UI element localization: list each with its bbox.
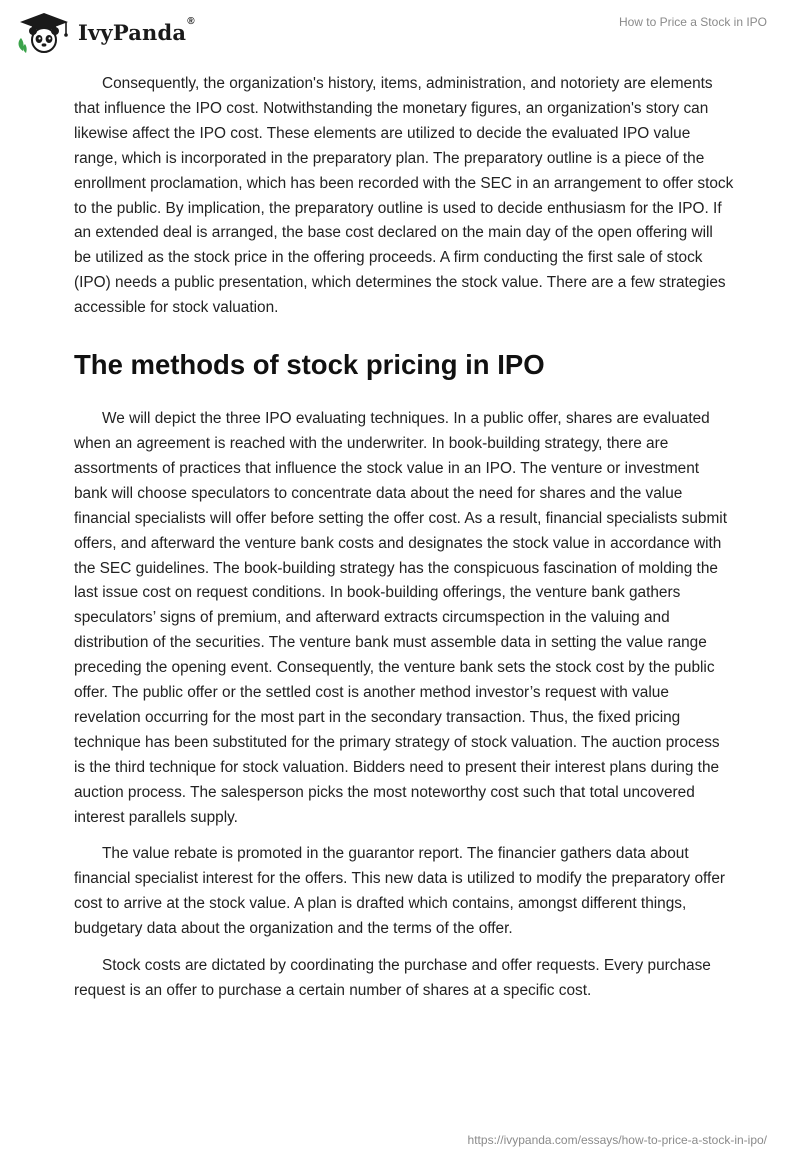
registered-mark: ®: [187, 15, 195, 27]
brand-logo[interactable]: [14, 10, 195, 54]
article-body: [74, 72, 734, 1016]
panda-graduate-logo-icon: [14, 10, 74, 54]
brand-name: IvyPanda®: [78, 15, 195, 45]
paragraph: Consequently, the organization's history, items, administration, and notoriety are elements that influence the IPO cost. Notwithstanding the monetary figures, an organization's story can likewise affect the IPO cost. These elements are utilized to decide the evaluated IPO value range, which is incorporated in the preparatory plan. The preparatory outline is a piece of the enrollment proclamation, which has been recorded with the SEC in an arrangement to offer stock to the public. By implication, the preparatory outline is used to decide enthusiasm for the IPO. If an extended deal is arranged, the base cost declared on the main day of the open offering will be utilized as the stock price in the offering proceeds. A firm conducting the first sale of stock (IPO) needs a public presentation, which determines the stock value. There are a few strategies accessible for stock valuation.: [74, 75, 734, 317]
section-heading: The methods of stock pricing in IPO: [74, 349, 545, 381]
paragraph: We will depict the three IPO evaluating techniques. In a public offer, shares are evaluated when an agreement is reached with the underwriter. In book-building strategy, there are assortments of practices that influence the stock value in an IPO. The venture or investment bank will choose speculators to concentrate data about the need for shares and the value financial specialists will offer before setting the offer cost. As a result, financial specialists submit offers, and afterward the venture bank costs and designates the stock value in accordance with the SEC guidelines. The book-building strategy has the conspicuous fascination of molding the last issue cost on request conditions. In book-building offerings, the venture bank gathers speculators’ signs of premium, and afterward extracts circumspection in the valuing and distribution of the securities. The venture bank must assemble data in setting the value range preceding the opening event. Consequently, the venture bank sets the stock cost by the public offer. The public offer or the settled cost is another method investor’s request with value revelation occurring for the most part in the secondary transaction. Thus, the fixed pricing technique has been substituted for the primary strategy of stock valuation. The auction process is the third technique for stock valuation. Bidders need to present their interest plans during the auction process. The salesperson picks the most noteworthy cost such that total uncovered interest parallels supply.: [74, 410, 727, 826]
source-url[interactable]: https://ivypanda.com/essays/how-to-price-a-stock-in-ipo/: [467, 1133, 767, 1147]
page-header: [0, 0, 800, 64]
document-title: How to Price a Stock in IPO: [618, 15, 767, 29]
paragraph: Stock costs are dictated by coordinating the purchase and offer requests. Every purchase request is an offer to purchase a certain number of shares at a specific cost.: [74, 957, 711, 999]
paragraph: The value rebate is promoted in the guarantor report. The financier gathers data about financial specialist interest for the offers. This new data is utilized to modify the preparatory offer cost to arrive at the stock value. A plan is drafted which contains, amongst different things, budgetary data about the organization and the terms of the offer.: [74, 845, 726, 938]
